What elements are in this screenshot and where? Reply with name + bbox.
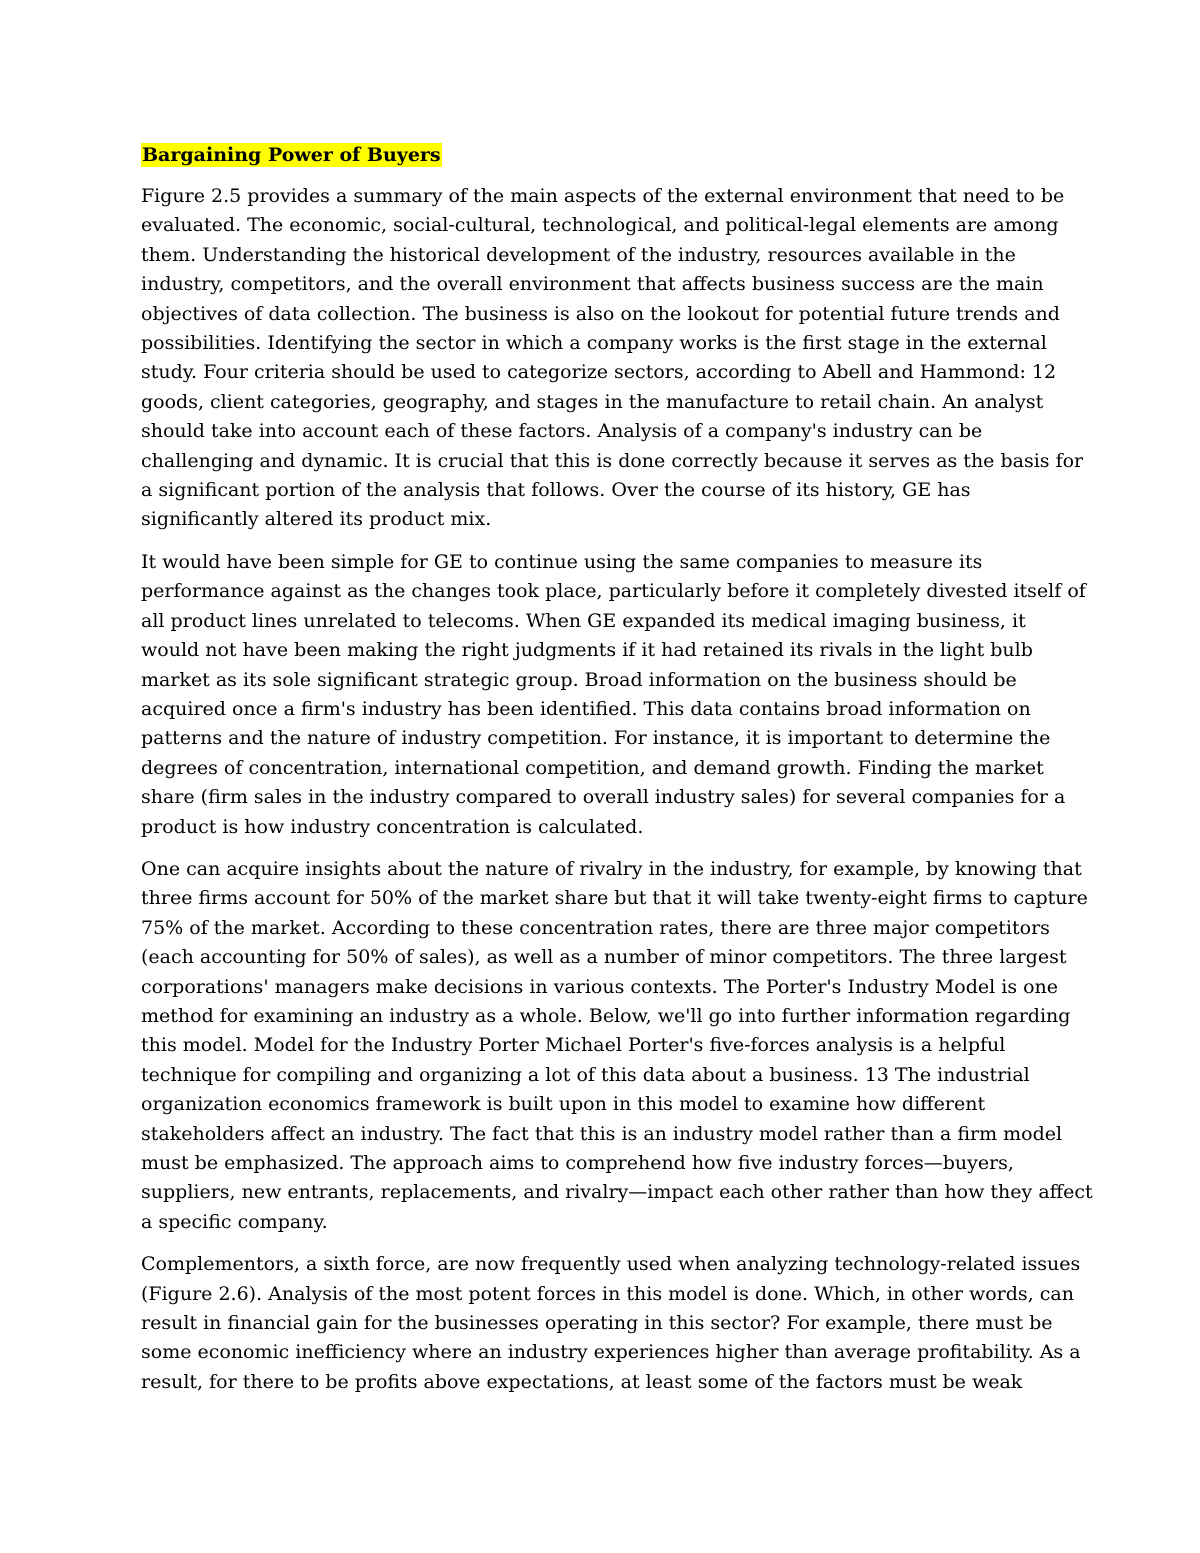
paragraph-2 xyxy=(141,548,1086,842)
text-line: suppliers, new entrants, replacements, and rivalry—impact each other rather than how they affect xyxy=(141,1181,1093,1204)
text-line: market as its sole significant strategic group. Broad information on the business should be xyxy=(141,668,1017,691)
text-line: It would have been simple for GE to continue using the same companies to measure its xyxy=(141,550,983,573)
text-line: industry, competitors, and the overall environment that affects business success are the main xyxy=(141,273,1044,296)
text-line: significantly altered its product mix. xyxy=(141,508,492,531)
text-line: (each accounting for 50% of sales), as well as a number of minor competitors. The three largest xyxy=(141,946,1067,969)
text-line: goods, client categories, geography, and stages in the manufacture to retail chain. An analyst xyxy=(141,390,1044,413)
text-line: some economic inefficiency where an industry experiences higher than average profitability. As a xyxy=(141,1341,1081,1364)
text-line: should take into account each of these factors. Analysis of a company's industry can be xyxy=(141,420,983,443)
text-line: patterns and the nature of industry competition. For instance, it is important to determine the xyxy=(141,727,1051,750)
text-line: method for examining an industry as a whole. Below, we'll go into further information regarding xyxy=(141,1004,1071,1027)
text-line: must be emphasized. The approach aims to comprehend how five industry forces—buyers, xyxy=(141,1152,1014,1174)
text-line: technique for compiling and organizing a lot of this data about a business. 13 The industrial xyxy=(141,1063,1030,1086)
text-line: performance against as the changes took place, particularly before it completely divested itself of xyxy=(141,580,1086,603)
text-line: a specific company. xyxy=(141,1210,328,1233)
section-heading xyxy=(141,140,1066,170)
text-line: 75% of the market. According to these concentration rates, there are three major competitors xyxy=(141,916,1050,939)
text-line: One can acquire insights about the nature of rivalry in the industry, for example, by knowing that xyxy=(141,857,1082,880)
text-line: result in financial gain for the businesses operating in this sector? For example, there must be xyxy=(141,1312,1053,1335)
text-line: objectives of data collection. The business is also on the lookout for potential future trends and xyxy=(141,302,1060,325)
text-line: Figure 2.5 provides a summary of the main aspects of the external environment that need to be xyxy=(141,185,1065,207)
paragraph-1 xyxy=(141,182,1084,535)
text-line: study. Four criteria should be used to categorize sectors, according to Abell and Hammond: 12 xyxy=(141,361,1057,384)
document-page xyxy=(141,140,1093,1410)
text-line: them. Understanding the historical development of the industry, resources available in the xyxy=(141,243,1016,266)
text-line: result, for there to be profits above expectations, at least some of the factors must be weak xyxy=(141,1370,1023,1393)
text-line: this model. Model for the Industry Porter Michael Porter's five-forces analysis is a helpful xyxy=(141,1034,1006,1057)
text-line: stakeholders affect an industry. The fact that this is an industry model rather than a firm model xyxy=(141,1122,1063,1145)
text-line: would not have been making the right judgments if it had retained its rivals in the light bulb xyxy=(141,639,1033,662)
paragraph-3 xyxy=(141,855,1093,1237)
paragraph-4 xyxy=(141,1250,1081,1397)
text-line: possibilities. Identifying the sector in which a company works is the first stage in the external xyxy=(141,332,1047,355)
text-line: a significant portion of the analysis that follows. Over the course of its history, GE has xyxy=(141,479,971,502)
text-line: all product lines unrelated to telecoms. When GE expanded its medical imaging business, it xyxy=(141,609,1026,632)
text-line: product is how industry concentration is calculated. xyxy=(141,815,644,838)
text-line: share (firm sales in the industry compared to overall industry sales) for several companies for a xyxy=(141,786,1066,809)
text-line: organization economics framework is built upon in this model to examine how different xyxy=(141,1093,986,1116)
body-text xyxy=(141,182,1093,1397)
text-line: (Figure 2.6). Analysis of the most potent forces in this model is done. Which, in other words, can xyxy=(141,1282,1074,1305)
text-line: corporations' managers make decisions in various contexts. The Porter's Industry Model is one xyxy=(141,975,1059,998)
text-line: degrees of concentration, international competition, and demand growth. Finding the market xyxy=(141,756,1044,779)
text-line: acquired once a firm's industry has been identified. This data contains broad information on xyxy=(141,697,1031,720)
text-line: three firms account for 50% of the market share but that it will take twenty-eight firms to capture xyxy=(141,887,1088,910)
text-line: Complementors, a sixth force, are now frequently used when analyzing technology-related issues xyxy=(141,1253,1081,1276)
text-line: evaluated. The economic, social-cultural, technological, and political-legal elements are among xyxy=(141,214,1059,237)
text-line: challenging and dynamic. It is crucial that this is done correctly because it serves as the basis for xyxy=(141,449,1084,472)
heading-highlight: Bargaining Power of Buyers xyxy=(142,144,441,166)
